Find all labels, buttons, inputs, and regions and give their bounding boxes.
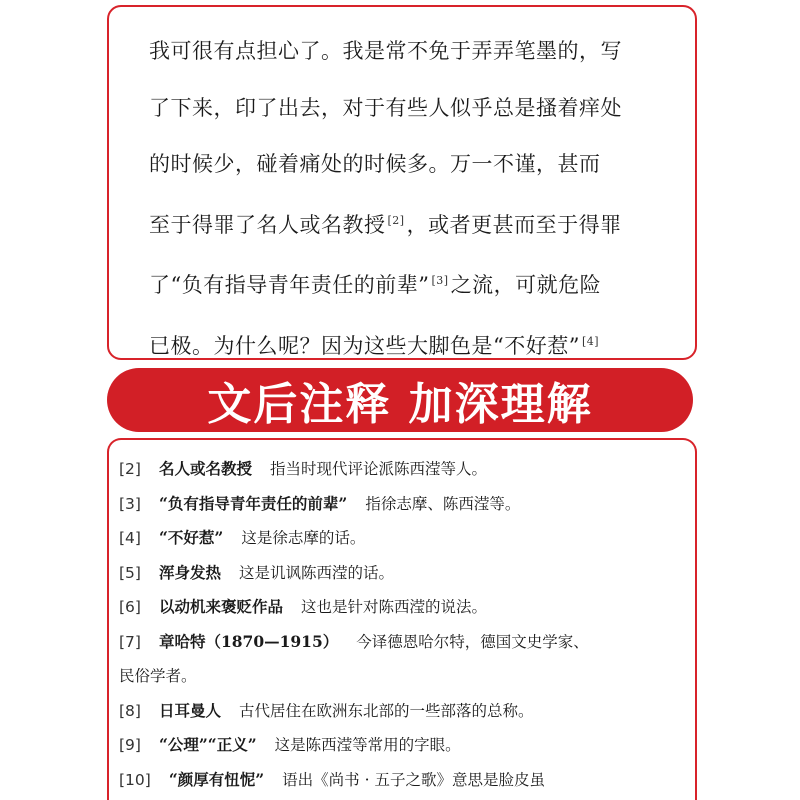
passage-text: 之流，可就危险 (450, 273, 602, 297)
note-number: [4] (119, 529, 141, 547)
note-item (119, 521, 685, 556)
section-banner (107, 368, 693, 432)
note-text: 这是陈西滢等常用的字眼。 (274, 736, 461, 754)
note-number: [8] (119, 701, 141, 720)
passage-line (149, 193, 665, 254)
note-term: 名人或名教授 (158, 459, 252, 478)
note-term: 以动机来褒贬作品 (158, 597, 283, 616)
note-text: 这也是针对陈西滢的说法。 (300, 598, 487, 616)
footnote-ref[interactable]: [4] (581, 334, 600, 348)
note-item (119, 590, 685, 625)
passage-text: 了“负有指导青年责任的前辈” (149, 273, 430, 297)
note-item (119, 556, 685, 591)
note-term: “负有指导青年责任的前辈” (158, 493, 348, 513)
note-term: “公理”“正义” (158, 735, 257, 754)
passage-line: 我可很有点担心了。我是常不免于弄弄笔墨的，写 (149, 39, 622, 63)
passage-line: 了下来，印了出去，对于有些人似乎总是搔着痒处 (149, 95, 622, 120)
banner-title: 文后注释 加深理解 (207, 379, 593, 430)
notes-box (107, 438, 697, 800)
note-number: [2] (119, 460, 141, 478)
note-number: [3] (119, 494, 141, 513)
note-term: “颜厚有忸怩” (168, 769, 265, 789)
note-text: 语出《尚书 · 五子之歌》意思是脸皮虽 (282, 770, 545, 789)
passage-line (149, 314, 665, 375)
note-term: 浑身发热 (158, 562, 221, 582)
passage-box (107, 5, 697, 360)
note-term: 章哈特（1870—1915） (158, 631, 339, 651)
footnote-ref[interactable]: [3] (431, 274, 449, 287)
passage-line: 的时候少，碰着痛处的时候多。万一不谨，甚而 (149, 152, 601, 176)
note-number: [6] (119, 598, 141, 616)
note-item (119, 763, 685, 798)
note-item (119, 625, 685, 660)
note-number: [10] (119, 770, 151, 789)
note-item (119, 694, 685, 729)
note-number: [5] (119, 563, 141, 582)
note-text: 今译德恩哈尔特，德国文史学家、 (356, 632, 589, 651)
note-text: 指徐志摩、陈西滢等。 (365, 494, 521, 513)
note-number: [7] (119, 632, 141, 651)
note-item (119, 452, 685, 487)
note-text: 这是徐志摩的话。 (241, 529, 366, 547)
passage-text: 已极。为什么呢？因为这些大脚色是“不好惹” (149, 333, 580, 358)
note-text: 指当时现代评论派陈西滢等人。 (269, 460, 487, 478)
note-continuation: 民俗学者。 (119, 667, 197, 685)
note-item (119, 487, 685, 522)
note-term: “不好惹” (158, 528, 224, 547)
note-item (119, 728, 685, 763)
note-term: 日耳曼人 (158, 700, 221, 720)
note-text: 古代居住在欧洲东北部的一些部落的总称。 (238, 701, 534, 720)
passage-text: ，或者更甚而至于得罪 (406, 212, 622, 237)
passage-line (149, 253, 665, 314)
note-text: 这是讥讽陈西滢的话。 (238, 563, 394, 582)
passage-text: 至于得罪了名人或名教授 (149, 212, 386, 237)
footnote-ref[interactable]: [2] (387, 213, 405, 227)
note-number: [9] (119, 736, 141, 754)
